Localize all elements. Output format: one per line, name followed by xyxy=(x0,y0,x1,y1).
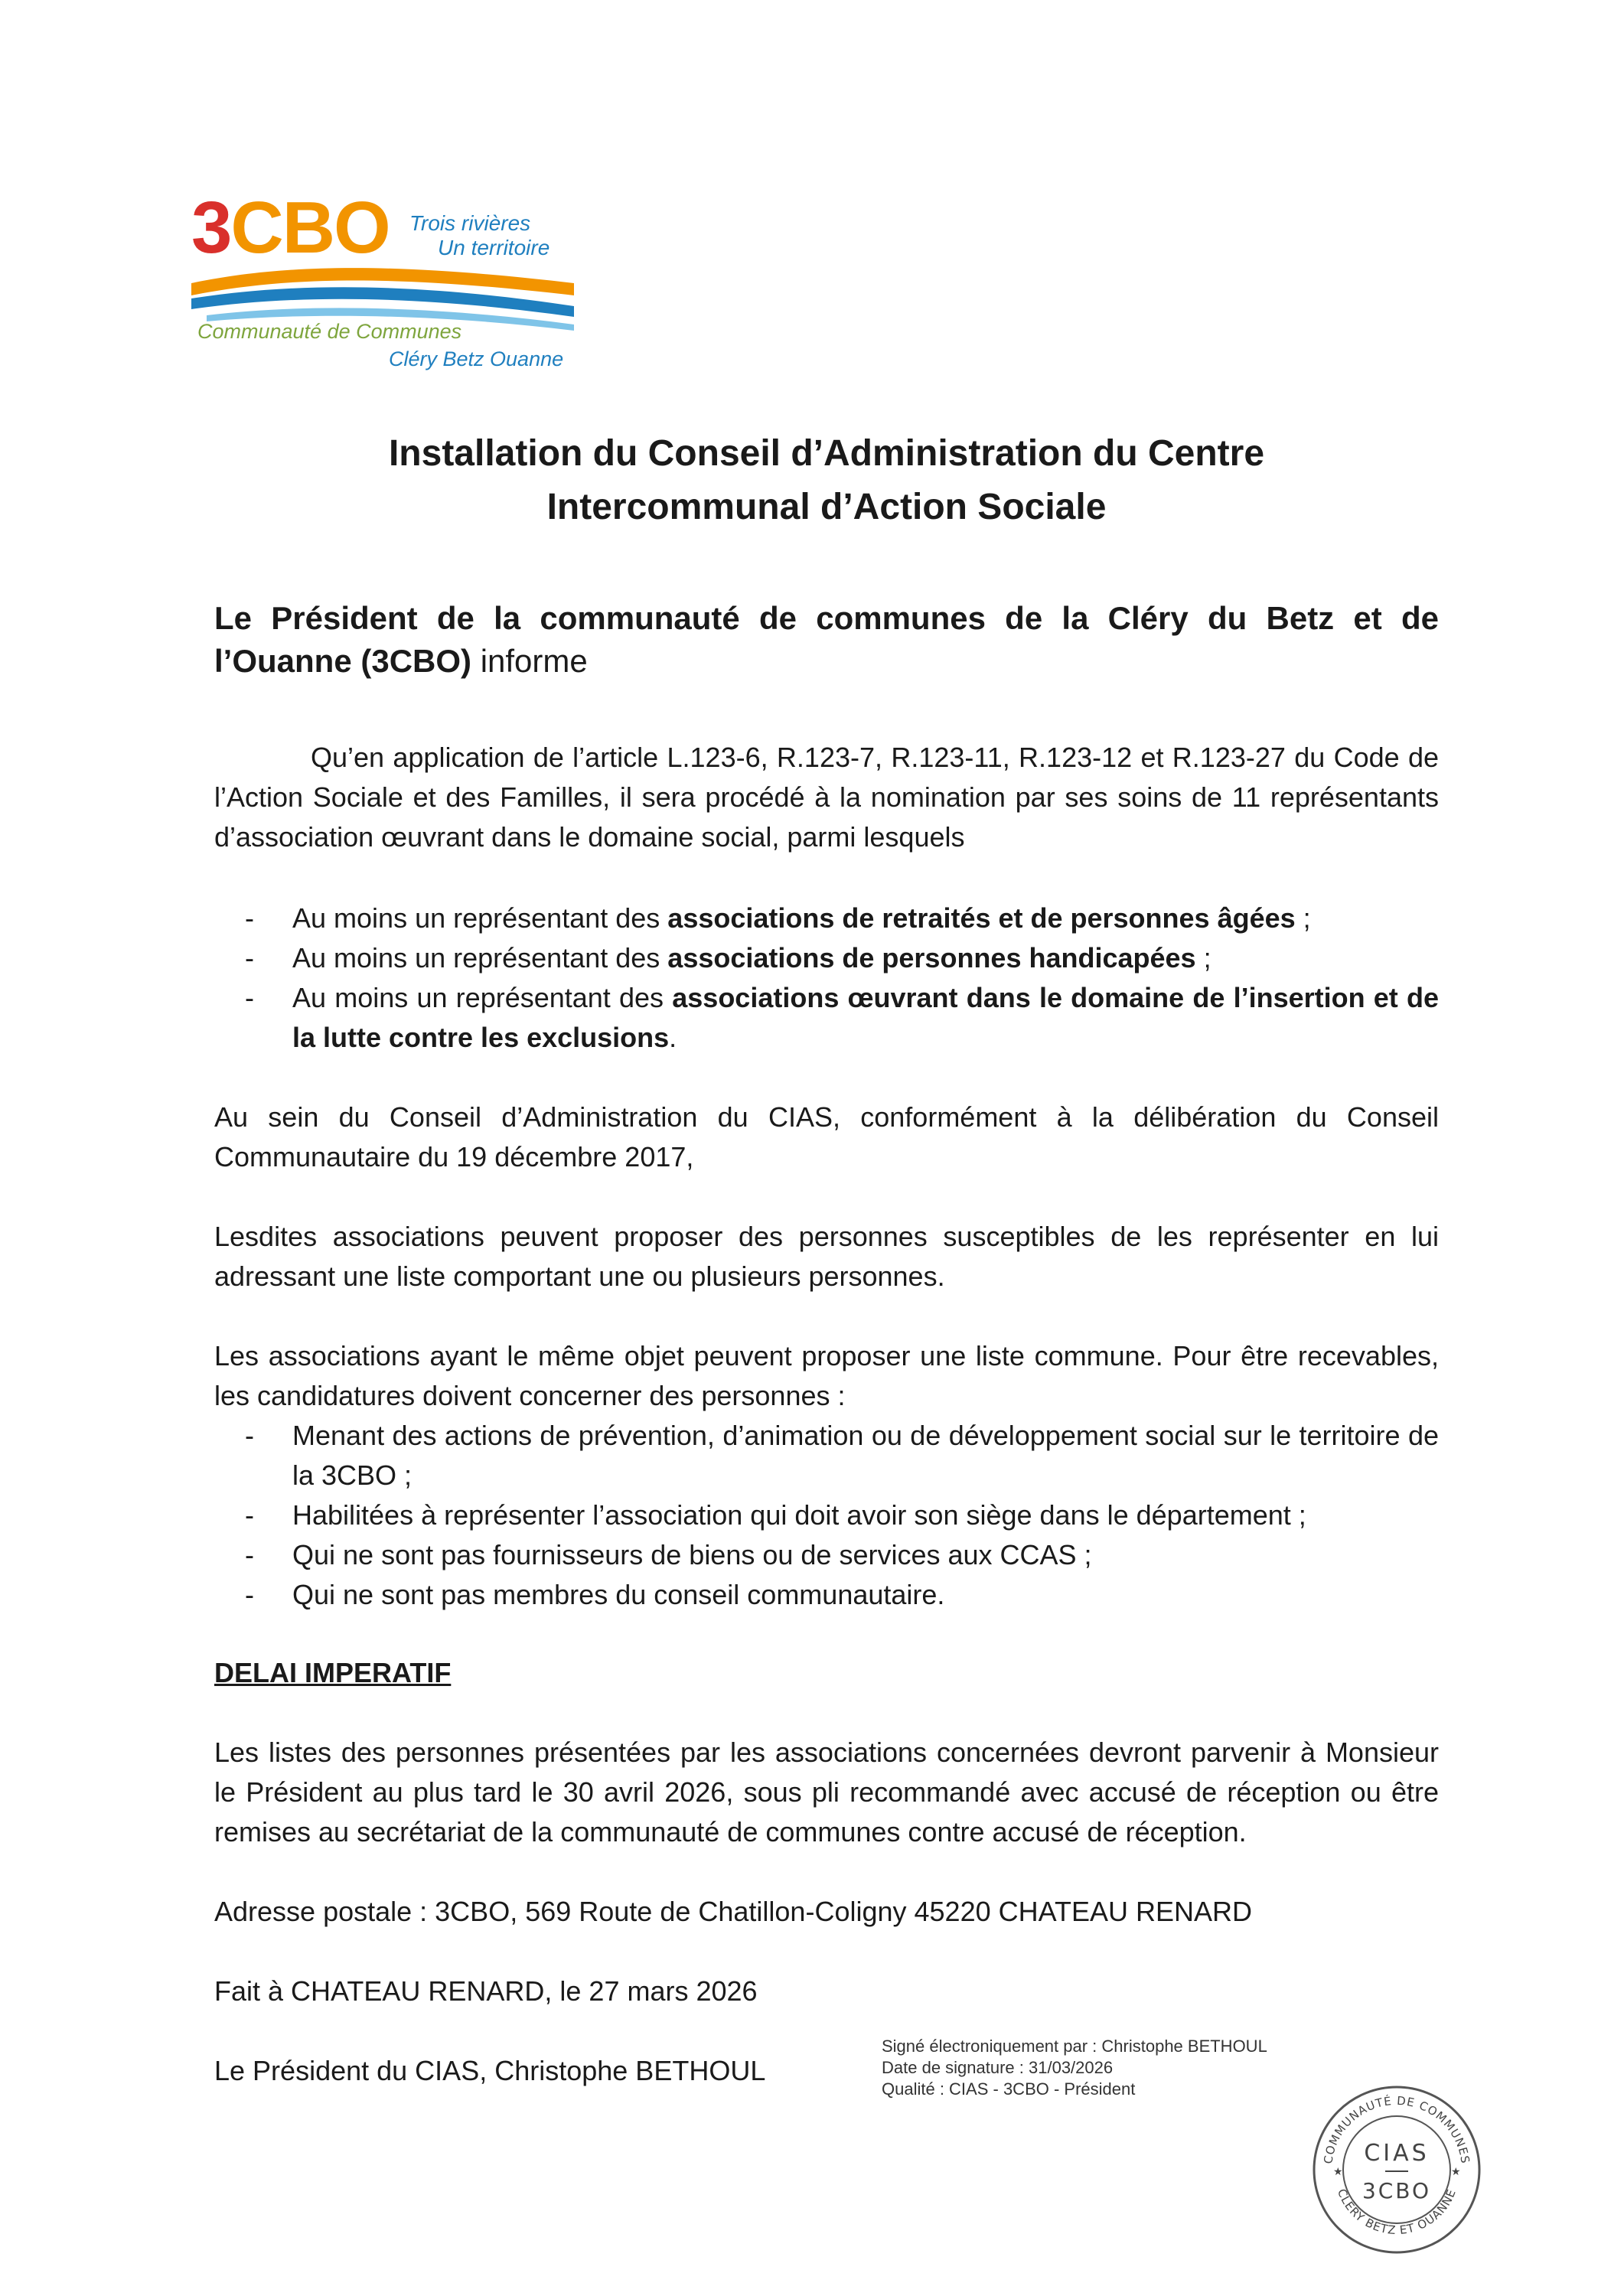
lesdites-paragraph: Lesdites associations peuvent proposer des personnes susceptibles de les représenter en lui adressant une liste comportant une ou plusieurs personnes. xyxy=(214,1221,1439,1292)
3cbo-logo xyxy=(191,187,582,375)
svg-text:★: ★ xyxy=(1333,2166,1343,2178)
list-item: - Qui ne sont pas membres du conseil communautaire. xyxy=(214,1575,1439,1615)
logo-wordmark: 3CBO xyxy=(191,187,390,269)
liste-commune-paragraph: Les associations ayant le même objet peuvent proposer une liste commune. Pour être recevables, les candidatures doivent concerner des personnes : xyxy=(214,1340,1439,1411)
place-date: Fait à CHATEAU RENARD, le 27 mars 2026 xyxy=(214,1975,758,2007)
candidature-criteria-list xyxy=(214,1416,1439,1615)
electronic-signature: Signé électroniquement par : Christophe BETHOUL Date de signature : 31/03/2026 Qualité : CIAS - 3CBO - Président xyxy=(882,2037,1267,2099)
svg-text:CIAS: CIAS xyxy=(1364,2140,1430,2167)
intro-paragraph: Qu’en application de l’article L.123-6, R.123-7, R.123-11, R.123-12 et R.123-27 du Code de l’Action Sociale et des Familles, il sera procédé à la nomination par ses soins de 11 représentants d’association œuvrant dans le domaine social, parmi lesquels xyxy=(214,742,1439,853)
postal-address: Adresse postale : 3CBO, 569 Route de Chatillon-Coligny 45220 CHATEAU RENARD xyxy=(214,1896,1252,1927)
list-item: - Qui ne sont pas fournisseurs de biens ou de services aux CCAS ; xyxy=(214,1535,1439,1575)
cias-seal-icon xyxy=(1309,2082,1485,2258)
list-item: - Habilitées à représenter l’association qui doit avoir son siège dans le département ; xyxy=(214,1495,1439,1535)
logo-subtitle-2: Cléry Betz Ouanne xyxy=(389,347,564,370)
conseil-paragraph: Au sein du Conseil d’Administration du CIAS, conformément à la délibération du Conseil Communautaire du 19 décembre 2017, xyxy=(214,1101,1439,1172)
delai-paragraph: Les listes des personnes présentées par les associations concernées devront parvenir à Monsieur le Président au plus tard le 30 avril 2026, sous pli recommandé avec accusé de réception ou être remises au secrétariat de la communauté de communes contre accusé de réception. xyxy=(214,1737,1439,1848)
list-item: - Menant des actions de prévention, d’animation ou de développement social sur le territoire de la 3CBO ; xyxy=(214,1416,1439,1495)
document-title: Installation du Conseil d’Administration du Centre Intercommunal d’Action Sociale xyxy=(388,433,1265,527)
list-item: - Au moins un représentant des associations de retraités et de personnes âgées ; xyxy=(214,899,1439,938)
representatives-list xyxy=(214,899,1439,1058)
lead-statement: Le Président de la communauté de communes de la Cléry du Betz et de l’Ouanne (3CBO) informe xyxy=(214,600,1439,679)
svg-text:3CBO: 3CBO xyxy=(1361,2178,1432,2203)
svg-text:★: ★ xyxy=(1451,2166,1461,2178)
logo-tagline-2: Un territoire xyxy=(438,236,550,259)
list-item: - Au moins un représentant des associations de personnes handicapées ; xyxy=(214,938,1439,978)
president-name: Le Président du CIAS, Christophe BETHOUL xyxy=(214,2055,766,2086)
logo-subtitle-1: Communauté de Communes xyxy=(197,320,462,343)
list-item: - Au moins un représentant des associations œuvrant dans le domaine de l’insertion et de la lutte contre les exclusions. xyxy=(214,978,1439,1058)
logo-tagline-1: Trois rivières xyxy=(409,211,531,235)
svg-text:COMMUNAUTÉ DE COMMUNES: COMMUNAUTÉ DE COMMUNES xyxy=(1321,2093,1472,2165)
svg-text:CLÉRY BETZ ET OUANNE: CLÉRY BETZ ET OUANNE xyxy=(1334,2187,1459,2238)
delai-heading: DELAI IMPERATIF xyxy=(214,1657,452,1688)
